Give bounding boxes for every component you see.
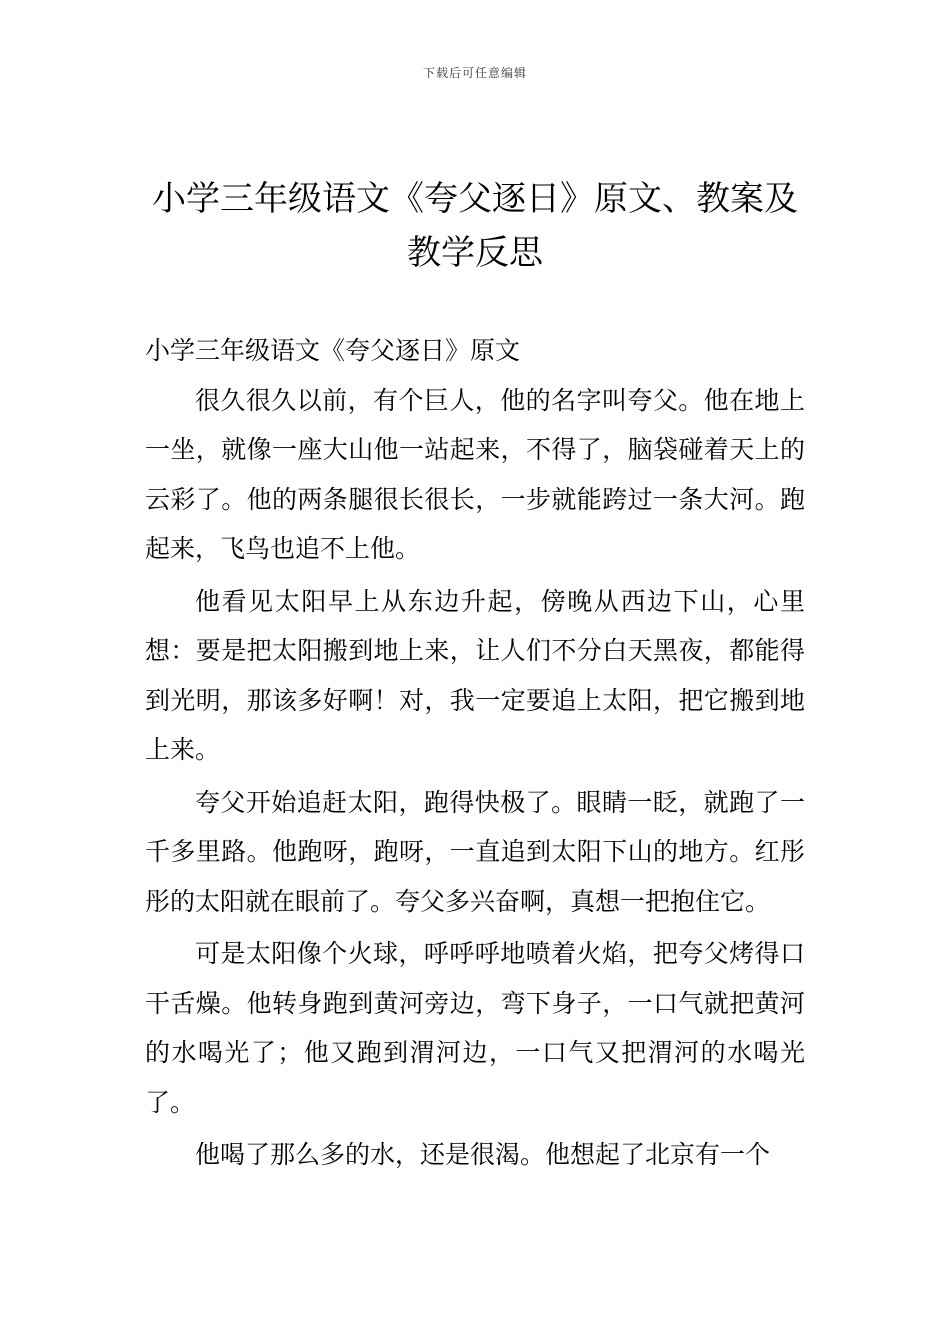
page-header-note: 下载后可任意编辑 xyxy=(422,66,527,80)
paragraph-5: 他喝了那么多的水，还是很渴。他想起了北京有一个 xyxy=(195,1140,771,1169)
paragraph-2: 他看见太阳早上从东边升起，傍晚从西边下山，心里想：要是把太阳搬到地上来，让人们不分白天黑夜，都能得到光明，那该多好啊！对，我一定要追上太阳，把它搬到地上来。 xyxy=(145,586,805,764)
paragraph-4: 可是太阳像个火球，呼呼呼地喷着火焰，把夸父烤得口干舌燥。他转身跑到黄河旁边，弯下身子，一口气就把黄河的水喝光了；他又跑到渭河边，一口气又把渭河的水喝光了。 xyxy=(145,939,805,1117)
document-body xyxy=(145,326,805,1183)
document-title: 小学三年级语文《夸父逐日》原文、教案及教学反思 xyxy=(152,179,798,273)
section-heading: 小学三年级语文《夸父逐日》原文 xyxy=(145,336,521,365)
paragraph-3: 夸父开始追赶太阳，跑得快极了。眼睛一眨，就跑了一千多里路。他跑呀，跑呀，一直追到太阳下山的地方。红彤彤的太阳就在眼前了。夸父多兴奋啊，真想一把抱住它。 xyxy=(145,787,805,916)
paragraph-1: 很久很久以前，有个巨人，他的名字叫夸父。他在地上一坐，就像一座大山他一站起来，不得了，脑袋碰着天上的云彩了。他的两条腿很长很长，一步就能跨过一条大河。跑起来，飞鸟也追不上他。 xyxy=(145,385,805,563)
